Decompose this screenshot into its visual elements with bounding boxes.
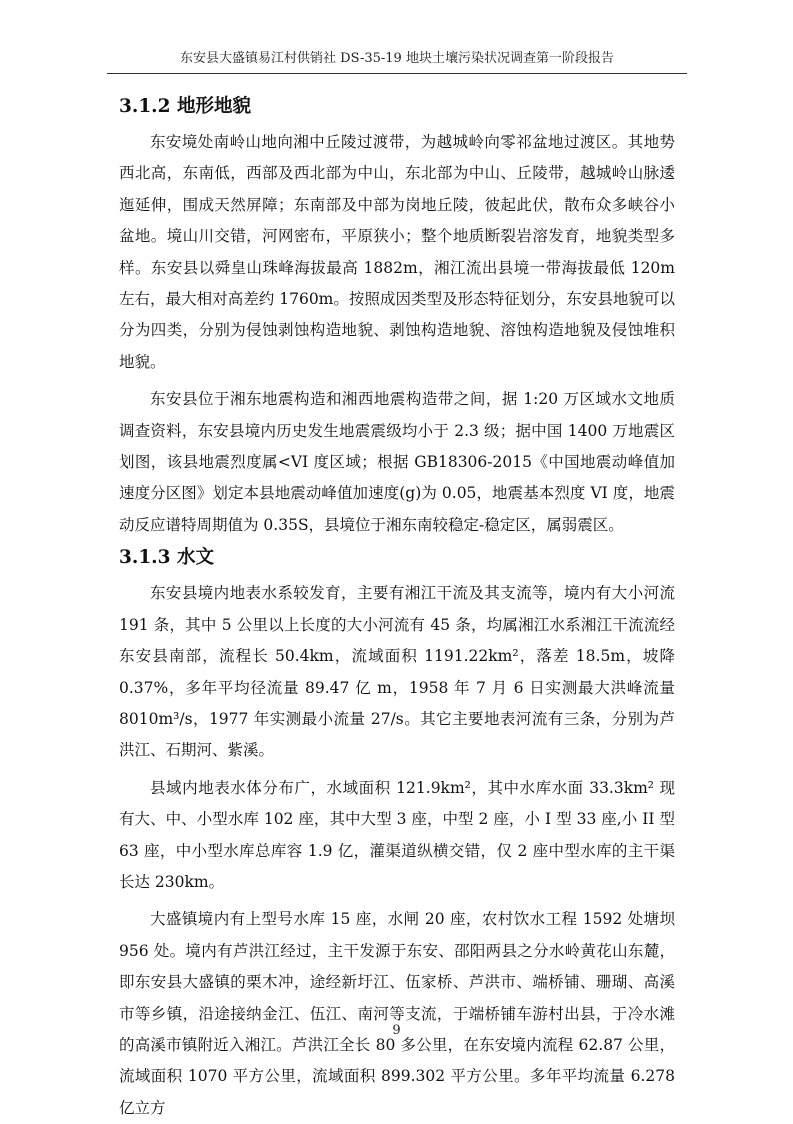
- paragraph-hydrology-2: 县域内地表水体分布广，水域面积 121.9km²，其中水库水面 33.3km² 现有大、中、小型水库 102 座，其中大型 3 座，中型 2 座，小 I 型 33 座,小 II 型 63 座，中小型水库总库容 1.9 亿，灌渠道纵横交错，仅 2 座中型水库的主干渠长达 230km。: [119, 778, 675, 891]
- page-content: [119, 90, 675, 1124]
- section-heading-hydrology: 3.1.3 水文: [119, 547, 214, 569]
- paragraph-hydrology-1: 东安县境内地表水系较发育，主要有湘江干流及其支流等，境内有大小河流 191 条，其中 5 公里以上长度的大小河流有 45 条，均属湘江水系湘江干流流经东安县南部，流程长 50.4km，流域面积 1191.22km²，落差 18.5m，坡降 0.37%，多年平均径流量 89.47 亿 m，1958 年 7 月 6 日实测最大洪峰流量 8010m³/s，1977 年实测最小流量 27/s。其它主要地表河流有三条，分别为芦洪江、石期河、紫溪。: [119, 584, 675, 760]
- section-heading-topography: 3.1.2 地形地貌: [119, 96, 251, 117]
- paragraph-topography-2: 东安县位于湘东地震构造和湘西地震构造带之间，据 1:20 万区域水文地质调查资料，东安县境内历史发生地震震级均小于 2.3 级；据中国 1400 万地震区划图，该县地震烈度属<VI 度区域；根据 GB18306-2015《中国地震动峰值加速度分区图》划定本县地震动峰值加速度(g)为 0.05，地震基本烈度 VI 度，地震动反应谱特周期值为 0.35S，县境位于湘东南较稳定-稳定区，属弱震区。: [119, 390, 675, 534]
- page-header: 东安县大盛镇易江村供销社 DS-35-19 地块土壤污染状况调查第一阶段报告: [180, 51, 614, 66]
- header-divider: [107, 73, 687, 74]
- paragraph-topography-1: 东安境处南岭山地向湘中丘陵过渡带，为越城岭向零祁盆地过渡区。其地势西北高，东南低，西部及西北部为中山，东北部为中山、丘陵带，越城岭山脉逶迤延伸，围成天然屏障；东南部及中部为岗地丘陵，彼起此伏，散布众多峡谷小盆地。境山川交错，河网密布，平原狭小；整个地质断裂岩溶发育，地貌类型多样。东安县以舜皇山珠峰海拔最高 1882m，湘江流出县境一带海拔最低 120m 左右，最大相对高差约 1760m。按照成因类型及形态特征划分，东安县地貌可以分为四类，分别为侵蚀剥蚀构造地貌、剥蚀构造地貌、溶蚀构造地貌及侵蚀堆积地貌。: [119, 133, 675, 371]
- page-number: 9: [392, 1023, 401, 1038]
- paragraph-hydrology-3: 大盛镇境内有上型号水库 15 座，水闸 20 座，农村饮水工程 1592 处塘坝 956 处。境内有芦洪江经过，主干发源于东安、邵阳两县之分水岭黄花山东麓，即东安县大盛镇的栗木冲，途经新圩江、伍家桥、芦洪市、端桥铺、珊瑚、高溪市等乡镇，沿途接纳金江、伍江、南河等支流，于端桥铺车游村出县，于冷水滩的高溪市镇附近入湘江。芦洪江全长 80 多公里，在东安境内流程 62.87 公里，流域面积 1070 平方公里，流域面积 899.302 平方公里。多年平均流量 6.278 亿立方: [119, 910, 675, 1117]
